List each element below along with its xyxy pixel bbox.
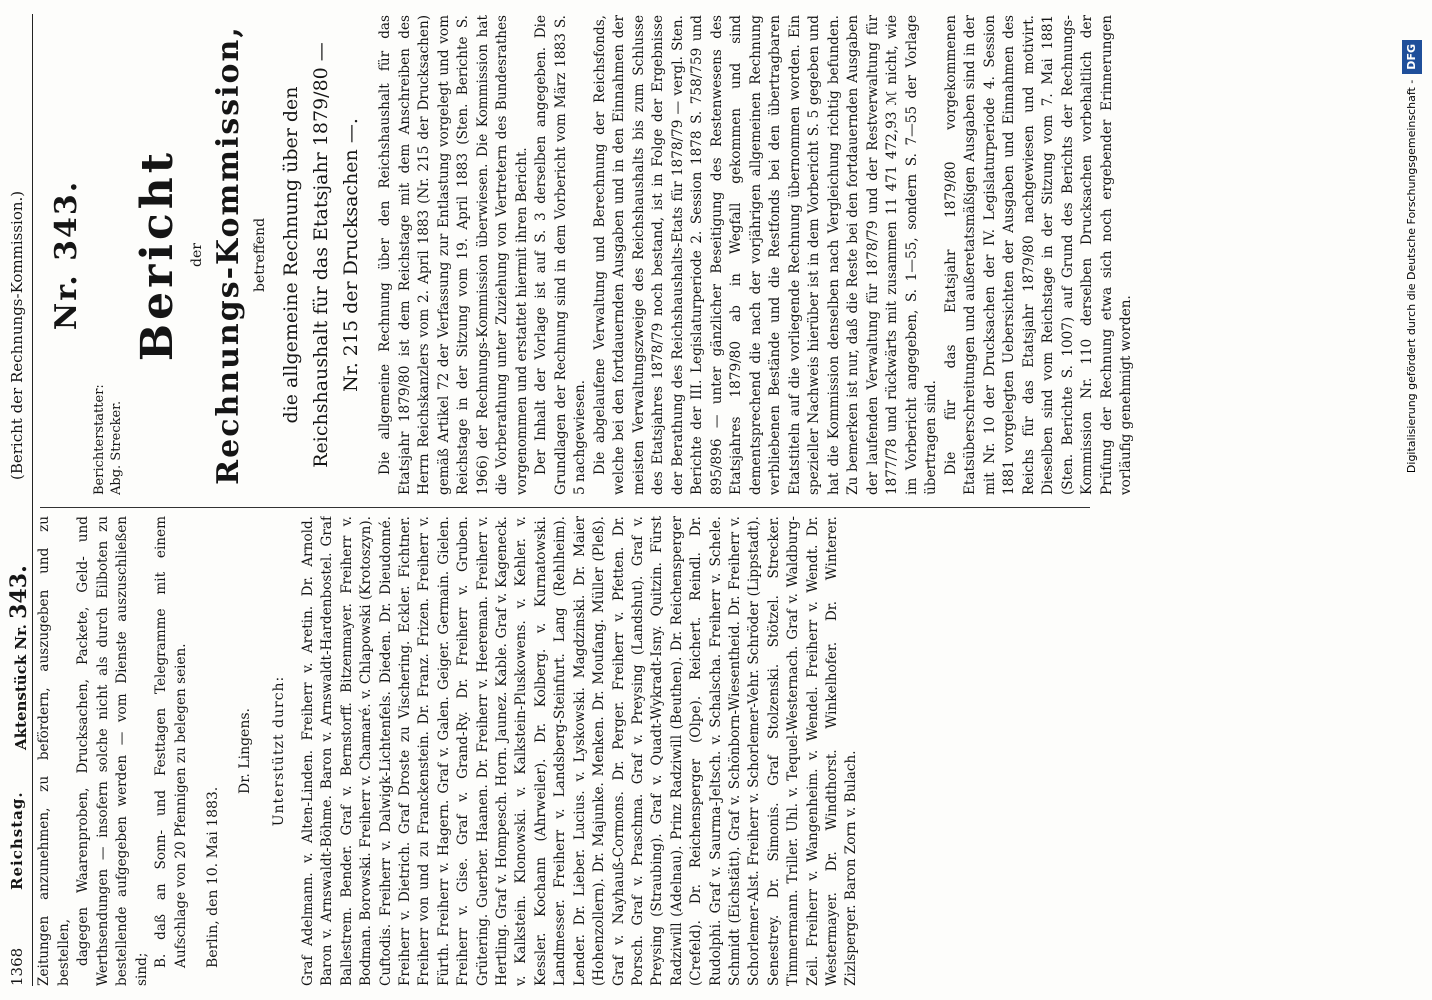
reporter-label: Berichterstatter:	[92, 384, 107, 495]
report-paragraph-4: Die für das Etatsjahr 1879/80 vorgekommenen Etatsüberschreitungen und außeretatsmäßigen Ausgaben sind in der mit Nr. 10 der Drucksachen der IV. Legislaturperiode 4. Session 1881 vorgelegten Uebersichten der Ausgaben und Einnahmen des Reichs für das Etatsjahr 1879/80 nachgewiesen und motivirt. Dieselben sind vom Reichstage in der Sitzung vom 7. Mai 1881 (Sten. Berichte S. 1007) auf Grund des Berichts der Rechnungs-Kommission Nr. 110 derselben Drucksachen vorbehaltlich der Prüfung der Rechnung etwa sich noch ergebender Erinnerungen vorläufig genehmigt worden.	[942, 15, 1134, 495]
title-betreffend: betreffend	[252, 217, 268, 293]
report-number: Nr. 343.	[49, 179, 84, 331]
doc-label: Aktenstück Nr.	[12, 624, 30, 750]
page-number: 1368	[8, 947, 26, 986]
left-paragraph-2: dagegen Waarenproben, Drucksachen, Packete, Geld- und Werthsendungen — insofern solche nicht als durch Eilboten zu bestellende aufgegeben werden — vom Dienste auszuschließen sind;	[75, 516, 150, 986]
reporter-name: Abg. Strecker.	[109, 400, 124, 495]
title-der: der	[189, 243, 205, 267]
supporter-list: Graf Adelmann. v. Alten-Linden. Freiherr v. Aretin. Dr. Arnold. Baron v. Arnswaldt-Böhme. Baron v. Arnswaldt-Hardenbostel. Graf Ballestrem. Bender. Graf v. Bernstorff. Bitzenmayer. Freiherr v. Bodman. Borowski. Freiherr v. Chamaré. v. Chlapowski (Krotoszyn). Cuftodis. Freiherr v. Dalwigk-Lichtenfels. Dieden. Dr. Dieudonné. Freiherr v. Dietrich. Graf Droste zu Vischering. Eckler. Fichtner. Freiherr von und zu Franckenstein. Dr. Franz. Frizen. Freiherr v. Fürth. Freiherr v. Hagern. Graf v. Galen. Geiger. Germain. Gielen. Freiherr v. Gise. Graf v. Grand-Ry. Dr. Freiherr v. Gruben. Grütering. Guerber. Haanen. Dr. Freiherr v. Heereman. Freiherr v. Hertling. Graf v. Hompesch. Horn. Jaunez. Kable. Graf v. Kageneck. v. Kalkstein. Klonowski. v. Kalkstein-Pluskowens. v. Kehler. v. Kessler. Kochann (Ahrweiler). Dr. Kolberg. v. Kurnatowski. Landmesser. Freiherr v. Landsberg-Steinfurt. Lang (Rehlheim). Lender. Dr. Lieber. Lucius. v. Lyskowski. Magdzinski. Dr. Maier (Hohenzollern). Dr. Majunke. Menken. Dr. Moufang. Müller (Pleß). Graf v. Nayhauß-Cormons. Dr. Perger. Freiherr v. Pfetten. Dr. Porsch. Graf v. Praschma. Graf v. Preysing (Landshut). Graf v. Preysing (Straubing). Graf v. Quadt-Wykradt-Isny. Quitzin. Fürst Radziwill (Adelnau). Prinz Radziwill (Beuthen). Dr. Reichensperger (Crefeld). Dr. Reichensperger (Olpe). Reichert. Reindl. Dr. Rudolphi. Graf v. Saurma-Jeltsch. v. Schalscha. Freiherr v. Schele. Schmidt (Eichstätt). Graf v. Schönborn-Wiesentheid. Dr. Freiherr v. Schorlemer-Alst. Freiherr v. Schorlemer-Vehr. Schröder (Lippstadt). Senestrey. Dr. Simonis. Graf Stolzenski. Stötzel. Strecker. Timmermann. Triller. Uhl. v. Tequel-Westernach. Graf v. Waldburg-Zeil. Freiherr v. Wangenheim. v. Wendel. Freiherr v. Wendt. Dr. Westermayer. Dr. Windthorst. Winkelhofer. Dr. Winterer. Zizlsperger. Baron Zorn v. Bulach.	[300, 516, 860, 986]
signatory: Dr. Lingens.	[237, 708, 253, 794]
right-column	[35, 15, 1375, 495]
header-subtitle: (Bericht der Rechnungs-Kommission.)	[8, 190, 26, 480]
stamp-text: Digitalisierung gefördert durch die Deutsche Forschungsgemeinschaft -	[1405, 79, 1418, 474]
left-paragraph-3: B. daß an Sonn- und Festtagen Telegramme mit einem Aufschlage von 20 Pfennigen zu belegen seien.	[153, 516, 189, 968]
page-header	[0, 0, 34, 1000]
header-divider	[32, 14, 33, 986]
doc-number: 343.	[6, 565, 32, 619]
report-paragraph-2: Der Inhalt der Vorlage ist auf S. 3 derselben angegeben. Die Grundlagen der Rechnung sind in dem Vorbericht vom März 1883 S. 5 nachgewiesen.	[533, 15, 588, 495]
header-document	[6, 565, 32, 750]
supported-by-heading: Unterstützt durch:	[271, 675, 287, 827]
report-paragraph-1: Die allgemeine Rechnung über den Reichshaushalt für das Etatsjahr 1879/80 ist dem Reichstage mit dem Anschreiben des Herrn Reichskanzlers vom 2. April 1883 (Nr. 215 der Drucksachen) gemäß Artikel 72 der Verfassung zur Entlastung vorgelegt und vom Reichstage in der Sitzung vom 19. April 1883 (Sten. Berichte S. 1966) der Rechnungs-Kommission überwiesen. Die Kommission hat die Vorberathung unter Zuziehung von Vertretern des Bundesrathes vorgenommen und erstattet hiermit ihren Bericht.	[377, 15, 530, 495]
commission-name: Rechnungs-Kommission,	[211, 25, 246, 485]
dfg-logo: DFG	[1402, 40, 1422, 74]
column-divider	[40, 507, 1090, 508]
left-paragraph-1: Zeitungen anzunehmen, zu befördern, auszugeben und zu bestellen,	[36, 516, 72, 986]
header-house: Reichstag.	[8, 791, 26, 890]
digitization-stamp	[1394, 40, 1430, 960]
report-topic: die allgemeine Rechnung über den Reichshaushalt für das Etatsjahr 1879/80 — Nr. 215 der Drucksachen —.	[280, 42, 362, 468]
dateline: Berlin, den 10. Mai 1883.	[205, 786, 221, 968]
report-title: Bericht	[132, 148, 183, 362]
report-paragraph-3: Die abgelaufene Verwaltung und Berechnung der Reichsfonds, welche bei den fortdauernden Ausgaben und in den Einnahmen der meisten Verwaltungszweige des Reichshaushalts bis zum Schlusse des Etatsjahres 1878/79 noch bestand, ist in Folge der Ergebnisse der Berathung des Reichshaushalts-Etats für 1878/79 — vergl. Sten. Berichte der III. Legislaturperiode 2. Session 1878 S. 758/759 und 895/896 — unter gänzlicher Beseitigung des Restenwesens des Etatsjahres 1879/80 ab in Wegfall gekommen und sind dementsprechend die nach der vorjährigen allgemeinen Rechnung verbliebenen Bestände und die Restfonds bei den übertragbaren Etatstiteln auf die vorliegende Rechnung übernommen worden. Ein spezieller Nachweis hierüber ist in dem Vorbericht S. 5 gegeben und hat die Kommission denselben nach Vergleichung richtig befunden. Zu bemerken ist nur, daß die Reste bei den fortdauernden Ausgaben der laufenden Verwaltung für 1878/79 und der Restverwaltung für 1877/78 und rückwärts mit zusammen 11 471 472,93 ℳ nicht, wie im Vorbericht angegeben, S. 1—55, sondern S. 7—55 der Vorlage übertragen sind.	[591, 15, 939, 495]
left-column	[35, 516, 1095, 986]
stamp-line	[1402, 40, 1432, 960]
